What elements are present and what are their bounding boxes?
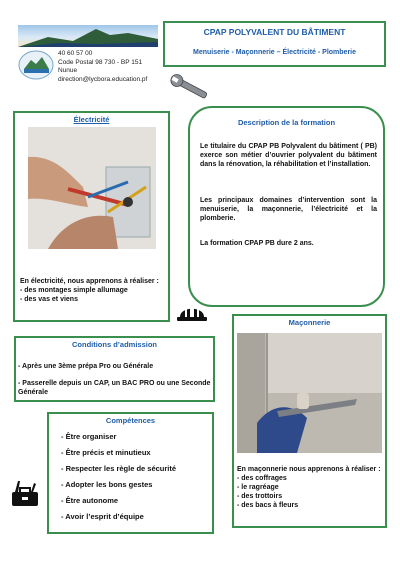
list-item: - Avoir l’esprit d’équipe [61,512,144,521]
contact-postal: Code Postal 98 730 - BP 151 [58,58,143,66]
competences-section [47,412,214,534]
maconnerie-intro: En maçonnerie nous apprenons à réaliser : [237,466,381,473]
description-title: Description de la formation [237,118,336,127]
electricite-photo [28,127,156,249]
description-paragraph-1: Le titulaire du CPAP PB Polyvalent du bâtiment ( PB) exerce son métier d’ouvrier polyvalent du bâtiment dans la rénovation, la réhabilitation et l’installation. [200,143,377,168]
electricite-section [13,111,170,322]
header-banner-image [18,25,158,47]
contact-phone: 40 60 57 00 [58,50,93,57]
maconnerie-title: Maçonnerie [288,318,331,327]
conditions-title: Conditions d’admission [71,340,157,349]
list-item: - des vas et viens [20,296,78,303]
list-item: - Être autonome [61,496,119,505]
hard-hat-icon [175,297,209,325]
list-item: - des bacs à fleurs [237,502,299,509]
description-section [188,106,385,307]
electricite-text [20,277,166,304]
contact-info [58,50,147,84]
list-item: - Après une 3ème prépa Pro ou Générale [18,363,154,370]
page-subtitle: Menuiserie - Maçonnerie – Électricité - Plomberie [193,49,356,56]
conditions-section [14,336,215,402]
electricite-title: Électricité [73,115,110,124]
competences-list [61,432,176,528]
school-logo-icon [18,50,54,80]
page-title: CPAP POLYVALENT DU BÂTIMENT [203,27,346,37]
list-item: - le ragréage [237,484,279,491]
list-item: - des montages simple allumage [20,287,128,294]
wrench-icon [168,73,214,103]
list-item: - Être organiser [61,432,117,441]
toolbox-icon [9,478,41,510]
list-item: - des trottoirs [237,493,283,500]
contact-city: Nunue [58,67,78,74]
competences-title: Compétences [105,416,156,425]
title-box [163,21,386,67]
list-item: - Passerelle depuis un CAP, un BAC PRO ou une Seconde Générale [18,380,211,396]
list-item: - des coffrages [237,475,287,482]
list-item: - Être précis et minutieux [61,448,151,457]
electricite-intro: En électricité, nous apprenons à réaliser : [20,278,159,285]
maconnerie-photo [237,333,382,453]
maconnerie-section [232,314,387,528]
description-paragraph-2: Les principaux domaines d’intervention sont la menuiserie, la maçonnerie, l’électricité et la plomberie. [200,197,377,222]
description-paragraph-3: La formation CPAP PB dure 2 ans. [200,240,314,247]
list-item: - Respecter les règle de sécurité [61,464,177,473]
list-item: - Adopter les bons gestes [61,480,153,489]
contact-email[interactable]: direction@lycbora.education.pf [58,75,148,83]
maconnerie-text [237,465,383,510]
